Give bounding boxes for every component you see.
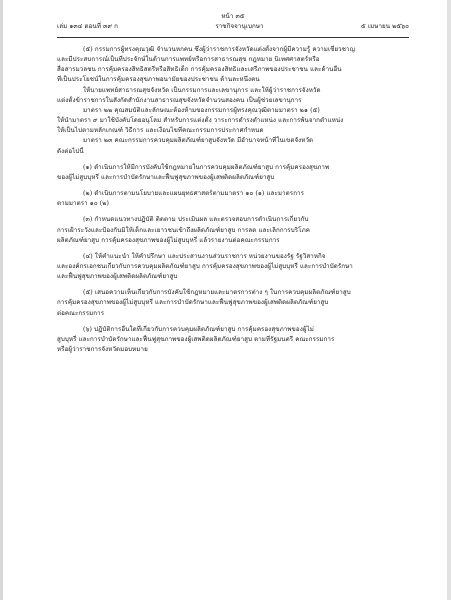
paragraph-secretary [57, 86, 409, 106]
text-line: สูบบุหรี่ และการบำบัดรักษาและฟื้นฟูสุขภาพของผู้เสพติดผลิตภัณฑ์ยาสูบ ตามที่รัฐมนตรี คณะกรรมการ [57, 335, 335, 343]
text-line: (๓) กำหนดแนวทางปฏิบัติ ติดตาม ประเมินผล และตรวจสอบการดำเนินการเกี่ยวกับ [83, 216, 309, 224]
text-line: (๔) ให้คำแนะนำ ให้คำปรึกษา และประสานงานส่วนราชการ หน่วยงานของรัฐ รัฐวิสาหกิจ [83, 252, 326, 260]
text-line: สื่อสารมวลชน การคุ้มครองสิทธิสตรีหรือสิทธิเด็ก การคุ้มครองสิทธิและเสรีภาพของประชาชน และด้านอื่น [57, 66, 342, 74]
page-number: หน้า ๓๕ [221, 13, 245, 20]
text-line: ที่เป็นประโยชน์ในการคุ้มครองสุขภาพอนามัยของประชาชน ด้านละหนึ่งคน [57, 76, 260, 84]
text-line: ให้นำมาตรา ๙ มาใช้บังคับโดยอนุโลม สำหรับการแต่งตั้ง วาระการดำรงตำแหน่ง และการพ้นจากตำแหน่ง [57, 117, 344, 125]
section-23 [57, 136, 409, 156]
text-line: ดังต่อไปนี้ [57, 147, 84, 155]
text-line: การคุ้มครองสุขภาพของผู้ไม่สูบบุหรี่ และการบำบัดรักษาและฟื้นฟูสุขภาพของผู้เสพติดผลิตภัณฑ์ยาสูบ [57, 299, 329, 307]
page-border-left [0, 0, 3, 600]
section-23-item-6 [57, 325, 409, 355]
header-rule [57, 37, 409, 38]
text-line: (๒) ดำเนินการตามนโยบายและแผนยุทธศาสตร์ตามมาตรา ๑๐ (๑) และมาตรการ [83, 190, 305, 198]
paragraph-member-5 [57, 45, 409, 86]
text-line: มาตรา ๒๒ คุณสมบัติและลักษณะต้องห้ามของกรรมการผู้ทรงคุณวุฒิตามมาตรา ๒๑ (๕) [83, 106, 320, 114]
text-line: และมีประสบการณ์เป็นที่ประจักษ์ในด้านการแพทย์หรือการสาธารณสุข กฎหมาย นิเทศศาสตร์หรือ [57, 56, 320, 64]
running-header [57, 22, 409, 32]
text-line: ตามมาตรา ๑๐ (๒) [57, 200, 109, 208]
text-line: ผลิตภัณฑ์ยาสูบ การคุ้มครองสุขภาพของผู้ไม่สูบบุหรี่ แล้วรายงานต่อคณะกรรมการ [57, 236, 280, 244]
page-border-right [447, 0, 451, 600]
section-23-item-5 [57, 288, 409, 318]
text-line: ให้เป็นไปตามหลักเกณฑ์ วิธีการ และเงื่อนไขที่คณะกรรมการประกาศกำหนด [57, 127, 264, 135]
section-23-item-3 [57, 215, 409, 245]
text-line: (๕) เสนอความเห็นเกี่ยวกับการบังคับใช้กฎหมายและมาตรการต่าง ๆ ในการควบคุมผลิตภัณฑ์ยาสูบ [83, 289, 351, 297]
text-line: และองค์กรเอกชนเกี่ยวกับการควบคุมผลิตภัณฑ์ยาสูบ การคุ้มครองสุขภาพของผู้ไม่สูบบุหรี่ และการบำบัดรักษา [57, 262, 353, 270]
publication-date: ๕ เมษายน ๒๕๖๐ [361, 23, 409, 30]
section-23-item-1 [57, 163, 409, 183]
text-line: ต่อคณะกรรมการ [57, 309, 105, 317]
text-line: หรือผู้ว่าราชการจังหวัดมอบหมาย [57, 346, 148, 354]
text-line: (๕) กรรมการผู้ทรงคุณวุฒิ จำนวนหกคน ซึ่งผู้ว่าราชการจังหวัดแต่งตั้งจากผู้มีความรู้ ความเชี่ยวชาญ [83, 46, 356, 53]
volume-issue: เล่ม ๑๓๔ ตอนที่ ๓๙ ก [57, 23, 118, 30]
text-line: การเฝ้าระวังและป้องกันมิให้เด็กและเยาวชนเข้าถึงผลิตภัณฑ์ยาสูบ การลด และเลิกการบริโภค [57, 226, 310, 234]
text-line: และฟื้นฟูสุขภาพของผู้เสพติดผลิตภัณฑ์ยาสูบ [57, 273, 178, 281]
text-line: มาตรา ๒๓ คณะกรรมการควบคุมผลิตภัณฑ์ยาสูบจังหวัด มีอำนาจหน้าที่ในเขตจังหวัด [83, 137, 314, 145]
text-line: ของผู้ไม่สูบบุหรี่ และการบำบัดรักษาและฟื้นฟูสุขภาพของผู้เสพติดผลิตภัณฑ์ยาสูบ [57, 173, 275, 181]
section-23-item-4 [57, 252, 409, 282]
section-22 [57, 106, 409, 136]
text-line: (๑) ดำเนินการให้มีการบังคับใช้กฎหมายในการควบคุมผลิตภัณฑ์ยาสูบ การคุ้มครองสุขภาพ [83, 163, 330, 171]
text-line: (๖) ปฏิบัติการอื่นใดที่เกี่ยวกับการควบคุมผลิตภัณฑ์ยาสูบ การคุ้มครองสุขภาพของผู้ไม่ [83, 325, 314, 333]
document-page [57, 12, 409, 596]
text-line: ให้นายแพทย์สาธารณสุขจังหวัด เป็นกรรมการและเลขานุการ และให้ผู้ว่าราชการจังหวัด [83, 86, 321, 94]
section-23-item-2 [57, 189, 409, 209]
text-line: แต่งตั้งข้าราชการในสังกัดสำนักงานสาธารณสุขจังหวัดจำนวนสองคน เป็นผู้ช่วยเลขานุการ [57, 96, 302, 104]
gazette-name: ราชกิจจานุเบกษา [215, 23, 264, 30]
